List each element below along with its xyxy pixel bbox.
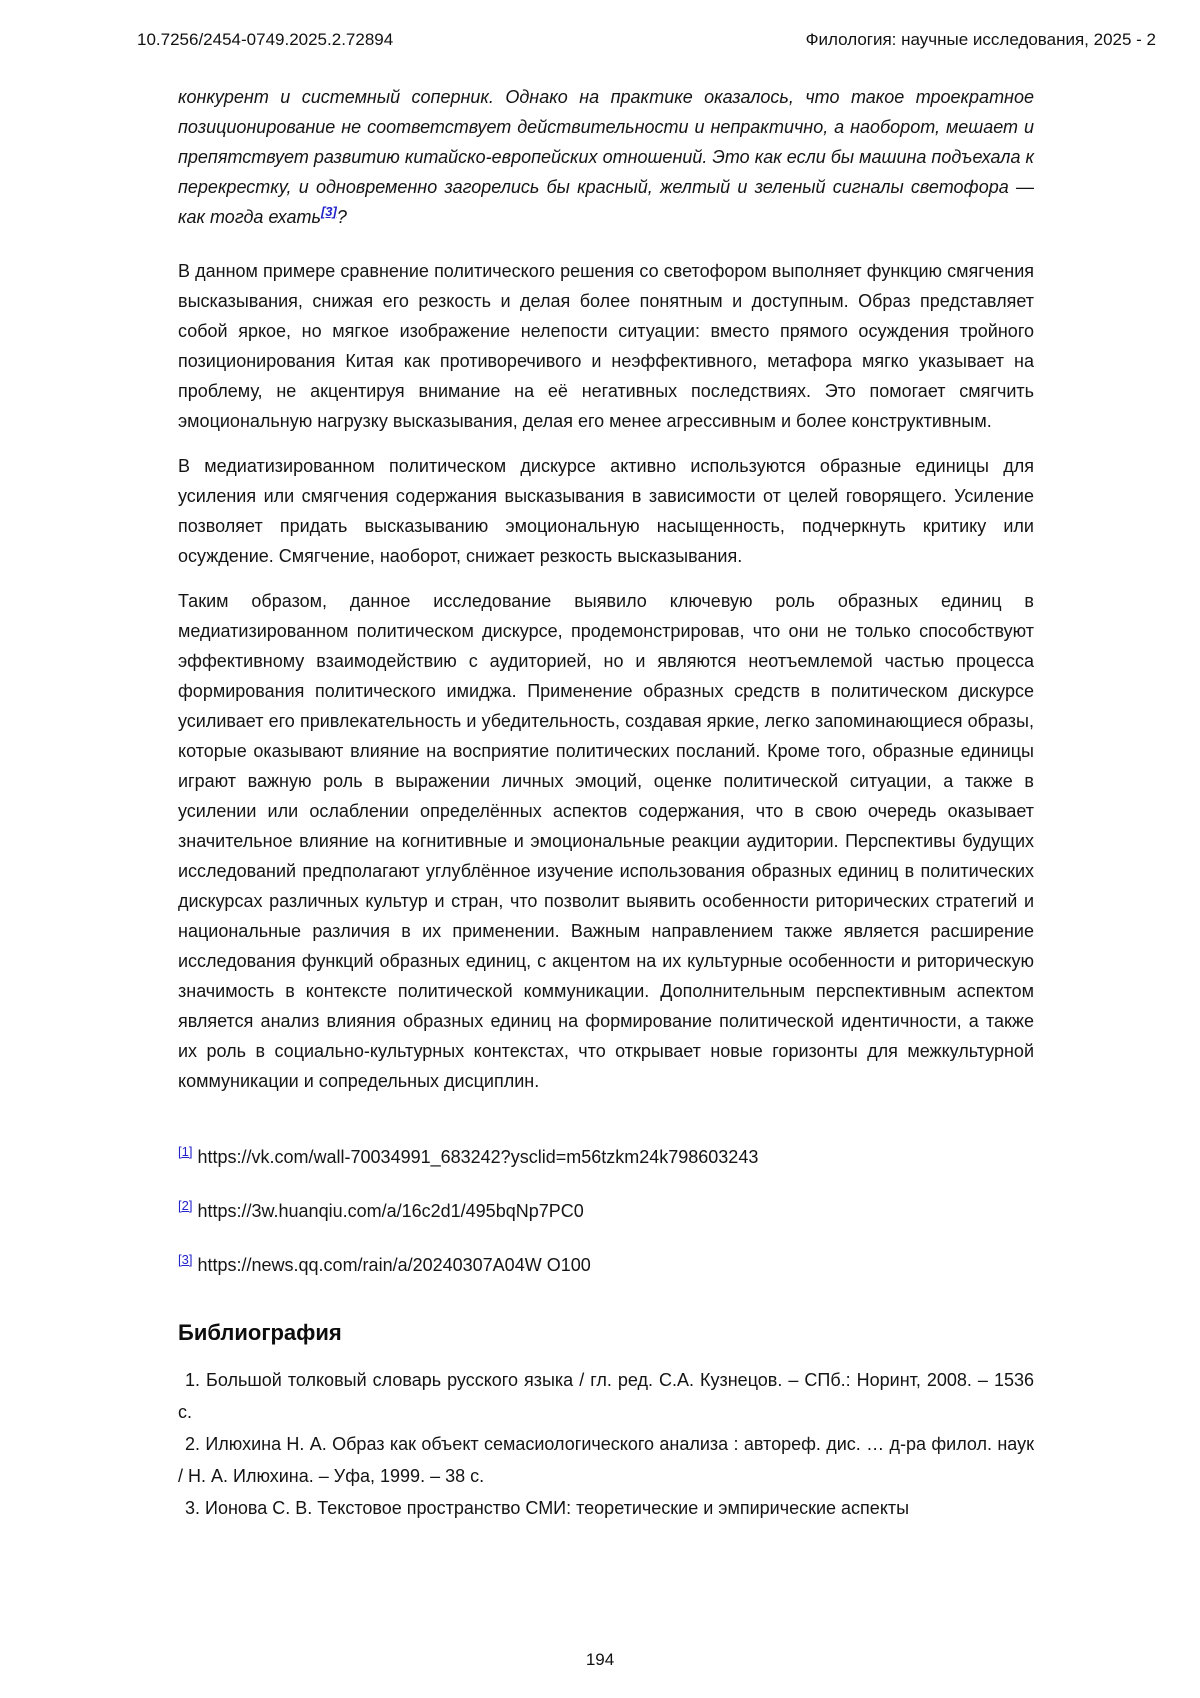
- paragraph-conclusion: Таким образом, данное исследование выявило ключевую роль образных единиц в медиатизированном политическом дискурсе, продемонстрировав, что они не только способствуют эффективному взаимодействию с аудиторией, но и являются неотъемлемой частью процесса формирования политического имиджа. Применение образных средств в политическом дискурсе усиливает его привлекательность и убедительность, создавая яркие, легко запоминающиеся образы, которые оказывают влияние на восприятие политических посланий. Кроме того, образные единицы играют важную роль в выражении личных эмоций, оценке политической ситуации, а также в усилении или ослаблении определённых аспектов содержания, что в свою очередь оказывает значительное влияние на когнитивные и эмоциональные реакции аудитории. Перспективы будущих исследований предполагают углублённое изучение использования образных единиц в политических дискурсах различных культур и стран, что позволит выявить особенности риторических стратегий и национальные различия в их применении. Важным направлением также является расширение исследования функций образных единиц, с акцентом на их культурные особенности и риторическую значимость в контексте политической коммуникации. Дополнительным перспективным аспектом является анализ влияния образных единиц на формирование политической идентичности, а также их роль в социально-культурных контекстах, что открывает новые горизонты для межкультурной коммуникации и сопредельных дисциплин.: [178, 591, 1034, 1091]
- bibliography-list: [178, 1364, 1034, 1524]
- bibliography-item-2: 2. Илюхина Н. А. Образ как объект семасиологического анализа : автореф. дис. … д-ра филол. наук / Н. А. Илюхина. – Уфа, 1999. – 38 с.: [178, 1434, 1034, 1486]
- citation-link-3[interactable]: [3]: [320, 204, 337, 219]
- lead-text: конкурент и системный соперник. Однако на практике оказалось, что такое троекратное позиционирование не соответствует действительности и непрактично, а наоборот, мешает и препятствует развитию китайско-европейских отношений. Это как если бы машина подъехала к перекрестку, и одновременно загорелись бы красный, желтый и зеленый сигналы светофора — как тогда ехать: [178, 87, 1034, 227]
- article-body: [178, 82, 1034, 1524]
- footnote-2: [178, 1196, 1034, 1226]
- footnote-marker-3[interactable]: [3]: [178, 1252, 193, 1267]
- journal-title: Филология: научные исследования, 2025 - 2: [805, 30, 1156, 49]
- paragraph-mitigation: В данном примере сравнение политического решения со светофором выполняет функцию смягчения высказывания, снижая его резкость и делая более понятным и доступным. Образ представляет собой яркое, но мягкое изображение нелепости ситуации: вместо прямого осуждения тройного позиционирования Китая как противоречивого и неэффективного, метафора мягко указывает на проблему, не акцентируя внимание на её негативных последствиях. Это помогает смягчить эмоциональную нагрузку высказывания, делая его менее агрессивным и более конструктивным.: [178, 261, 1034, 431]
- footnote-marker-1[interactable]: [1]: [178, 1144, 193, 1159]
- footnote-3: [178, 1250, 1034, 1280]
- footnote-marker-2[interactable]: [2]: [178, 1198, 193, 1213]
- page-number: 194: [585, 1650, 615, 1669]
- bibliography-item-3: 3. Ионова С. В. Текстовое пространство СМИ: теоретические и эмпирические аспекты: [185, 1498, 910, 1518]
- footnote-1: [178, 1142, 1034, 1172]
- bibliography-heading: Библиография: [178, 1320, 342, 1345]
- paragraph-lead-italic: [178, 82, 1034, 232]
- footnote-url-1: https://vk.com/wall-70034991_683242?ysclid=m56tzkm24k798603243: [197, 1147, 759, 1167]
- lead-suffix: ?: [336, 207, 347, 227]
- footnote-url-3: https://news.qq.com/rain/a/20240307A04W O100: [197, 1255, 591, 1275]
- bibliography-item-1: 1. Большой толковый словарь русского языка / гл. ред. С.А. Кузнецов. – СПб.: Норинт, 2008. – 1536 с.: [178, 1370, 1034, 1422]
- footnotes-section: [178, 1142, 1034, 1280]
- paragraph-discourse: В медиатизированном политическом дискурсе активно используются образные единицы для усиления или смягчения содержания высказывания в зависимости от целей говорящего. Усиление позволяет придать высказыванию эмоциональную насыщенность, подчеркнуть критику или осуждение. Смягчение, наоборот, снижает резкость высказывания.: [178, 456, 1034, 566]
- page-header: [137, 30, 1156, 50]
- doi-text: 10.7256/2454-0749.2025.2.72894: [137, 30, 394, 49]
- footnote-url-2: https://3w.huanqiu.com/a/16c2d1/495bqNp7PC0: [197, 1201, 584, 1221]
